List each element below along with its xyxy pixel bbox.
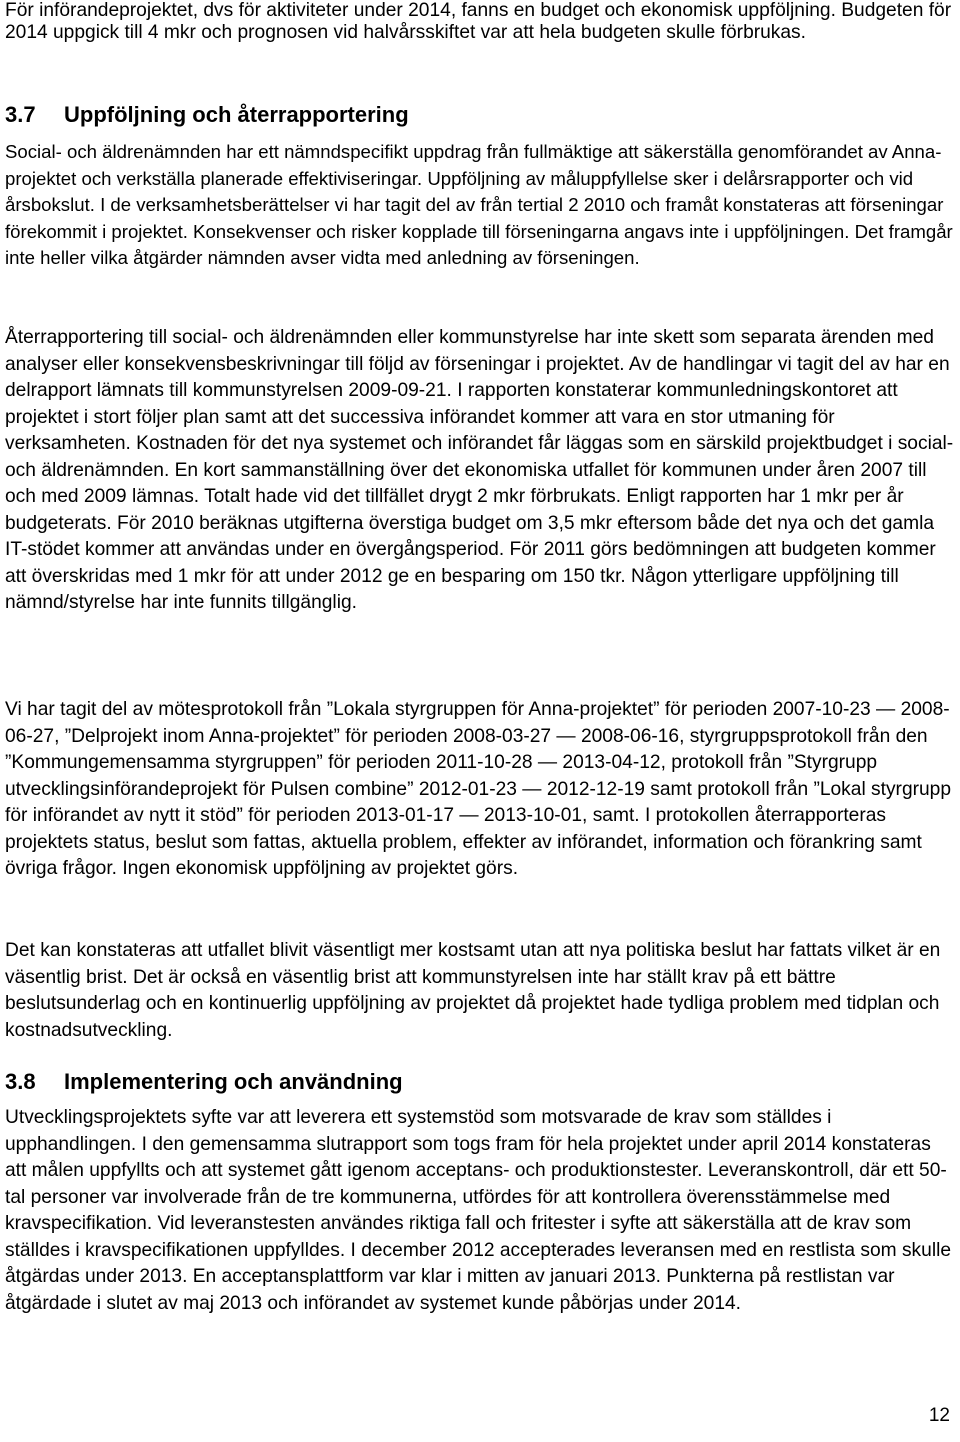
intro-paragraph: För införandeprojektet, dvs för aktiviteter under 2014, fanns en budget och ekonomisk uppföljning. Budgeten för 2014 uppgick till 4 mkr och prognosen vid halvårsskiftet var att hela budgeten skulle förbrukas. (5, 0, 952, 43)
section-3-7-body (5, 139, 955, 272)
section-heading-3-8 (5, 1069, 403, 1095)
paragraph: Utvecklingsprojektets syfte var att leverera ett systemstöd som motsvarade de krav som ställdes i upphandlingen. I den gemensamma slutrapport som togs fram för hela projektet under april 2014 konstateras att målen uppfyllts och att systemet gått igenom acceptans- och produktionstester. Leveranskontroll, där ett 50- tal personer var involverade från de tre kommunerna, utfördes för att kontrollera överensstämmelse med kravspecifikation. Vid leveranstesten användes riktiga fall och fritester i syfte att säkerställa att de krav som ställdes i kravspecifikationen uppfylldes. I december 2012 accepterades leveransen med en restlista som skulle åtgärdas under 2013. En acceptansplattform var klar i mitten av januari 2013. Punkterna på restlistan var åtgärdade i slutet av maj 2013 och införandet av systemet kunde påbörjas under 2014. (5, 1107, 952, 1314)
page-number: 12 (928, 1405, 950, 1426)
section-heading-3-7 (5, 102, 409, 128)
section-number: 3.7 (5, 102, 36, 127)
section-number: 3.8 (5, 1069, 36, 1094)
section-3-8-body (5, 1105, 955, 1317)
section-3-7-body-4 (5, 938, 955, 1044)
paragraph: Återrapportering till social- och äldrenämnden eller kommunstyrelse har inte skett som separata ärenden med analyser eller konsekvensbeskrivningar till följd av förseningar i projektet. Av de handlingar vi tagit del av har en delrapport lämnats till kommunstyrelsen 2009-09-21. I rapporten konstaterar kommunledningskontoret att projektet i stort följer plan samt att det successiva införandet kommer att vara en stor utmaning för verksamheten. Kostnaden för det nya systemet och införandet får läggas som en särskild projektbudget i social- och äldrenämnden. En kort sammanställning över det ekonomiska utfallet för kommunen under åren 2007 till och med 2009 lämnas. Totalt hade vid det tillfället drygt 2 mkr förbrukats. Enligt rapporten har 1 mkr per år budgeterats. För 2010 beräknas utgifterna överstiga budget om 3,5 mkr eftersom både det nya och det gamla IT-stödet kommer att användas under en övergångsperiod. För 2011 görs bedömningen att budgeten kommer att överskridas med 1 mkr för att under 2012 ge en besparing om 150 tkr. Någon ytterligare uppföljning till nämnd/styrelse har inte funnits tillgänglig. (5, 327, 954, 613)
paragraph: Social- och äldrenämnden har ett nämndspecifikt uppdrag från fullmäktige att säkerställa genomförandet av Anna-projektet och verkställa planerade effektiviseringar. Uppföljning av måluppfyllelse sker i delårsrapporter och vid årsbokslut. I de verksamhetsberättelser vi har tagit del av från tertial 2 2010 och framåt konstateras att förseningar förekommit i projektet. Konsekvenser och risker kopplade till förseningarna angavs inte i uppföljningen. Det framgår inte heller vilka åtgärder nämnden avser vidta med anledning av förseningen. (5, 141, 953, 269)
paragraph: Vi har tagit del av mötesprotokoll från ”Lokala styrgruppen för Anna-projektet” för perioden 2007-10-23 — 2008-06-27, ”Delprojekt inom Anna-projektet” för perioden 2008-03-27 — 2008-06-16, styrgruppsprotokoll från den ”Kommungemensamma styrgruppen” för perioden 2011-10-28 — 2013-04-12, protokoll från ”Styrgrupp utvecklingsinförandeprojekt för Pulsen combine” 2012-01-23 — 2012-12-19 samt protokoll från ”Lokal styrgrupp för införandet av nytt it stöd” för perioden 2013-01-17 — 2013-10-01, samt. I protokollen återrapporteras projektets status, beslut som fattas, aktuella problem, effekter av införandet, information och förankring samt övriga frågor. Ingen ekonomisk uppföljning av projektet görs. (5, 699, 952, 879)
section-title: Implementering och användning (64, 1069, 403, 1094)
section-3-7-body-3 (5, 697, 955, 883)
section-3-7-body-2 (5, 325, 955, 617)
paragraph: Det kan konstateras att utfallet blivit väsentligt mer kostsamt utan att nya politiska beslut har fattats vilket är en väsentlig brist. Det är också en väsentlig brist att kommunstyrelsen inte har ställt krav på ett bättre beslutsunderlag och en kontinuerlig uppföljning av projektet då projektet hade tydliga problem med tidplan och kostnadsutveckling. (5, 940, 941, 1041)
section-title: Uppföljning och återrapportering (64, 102, 409, 127)
